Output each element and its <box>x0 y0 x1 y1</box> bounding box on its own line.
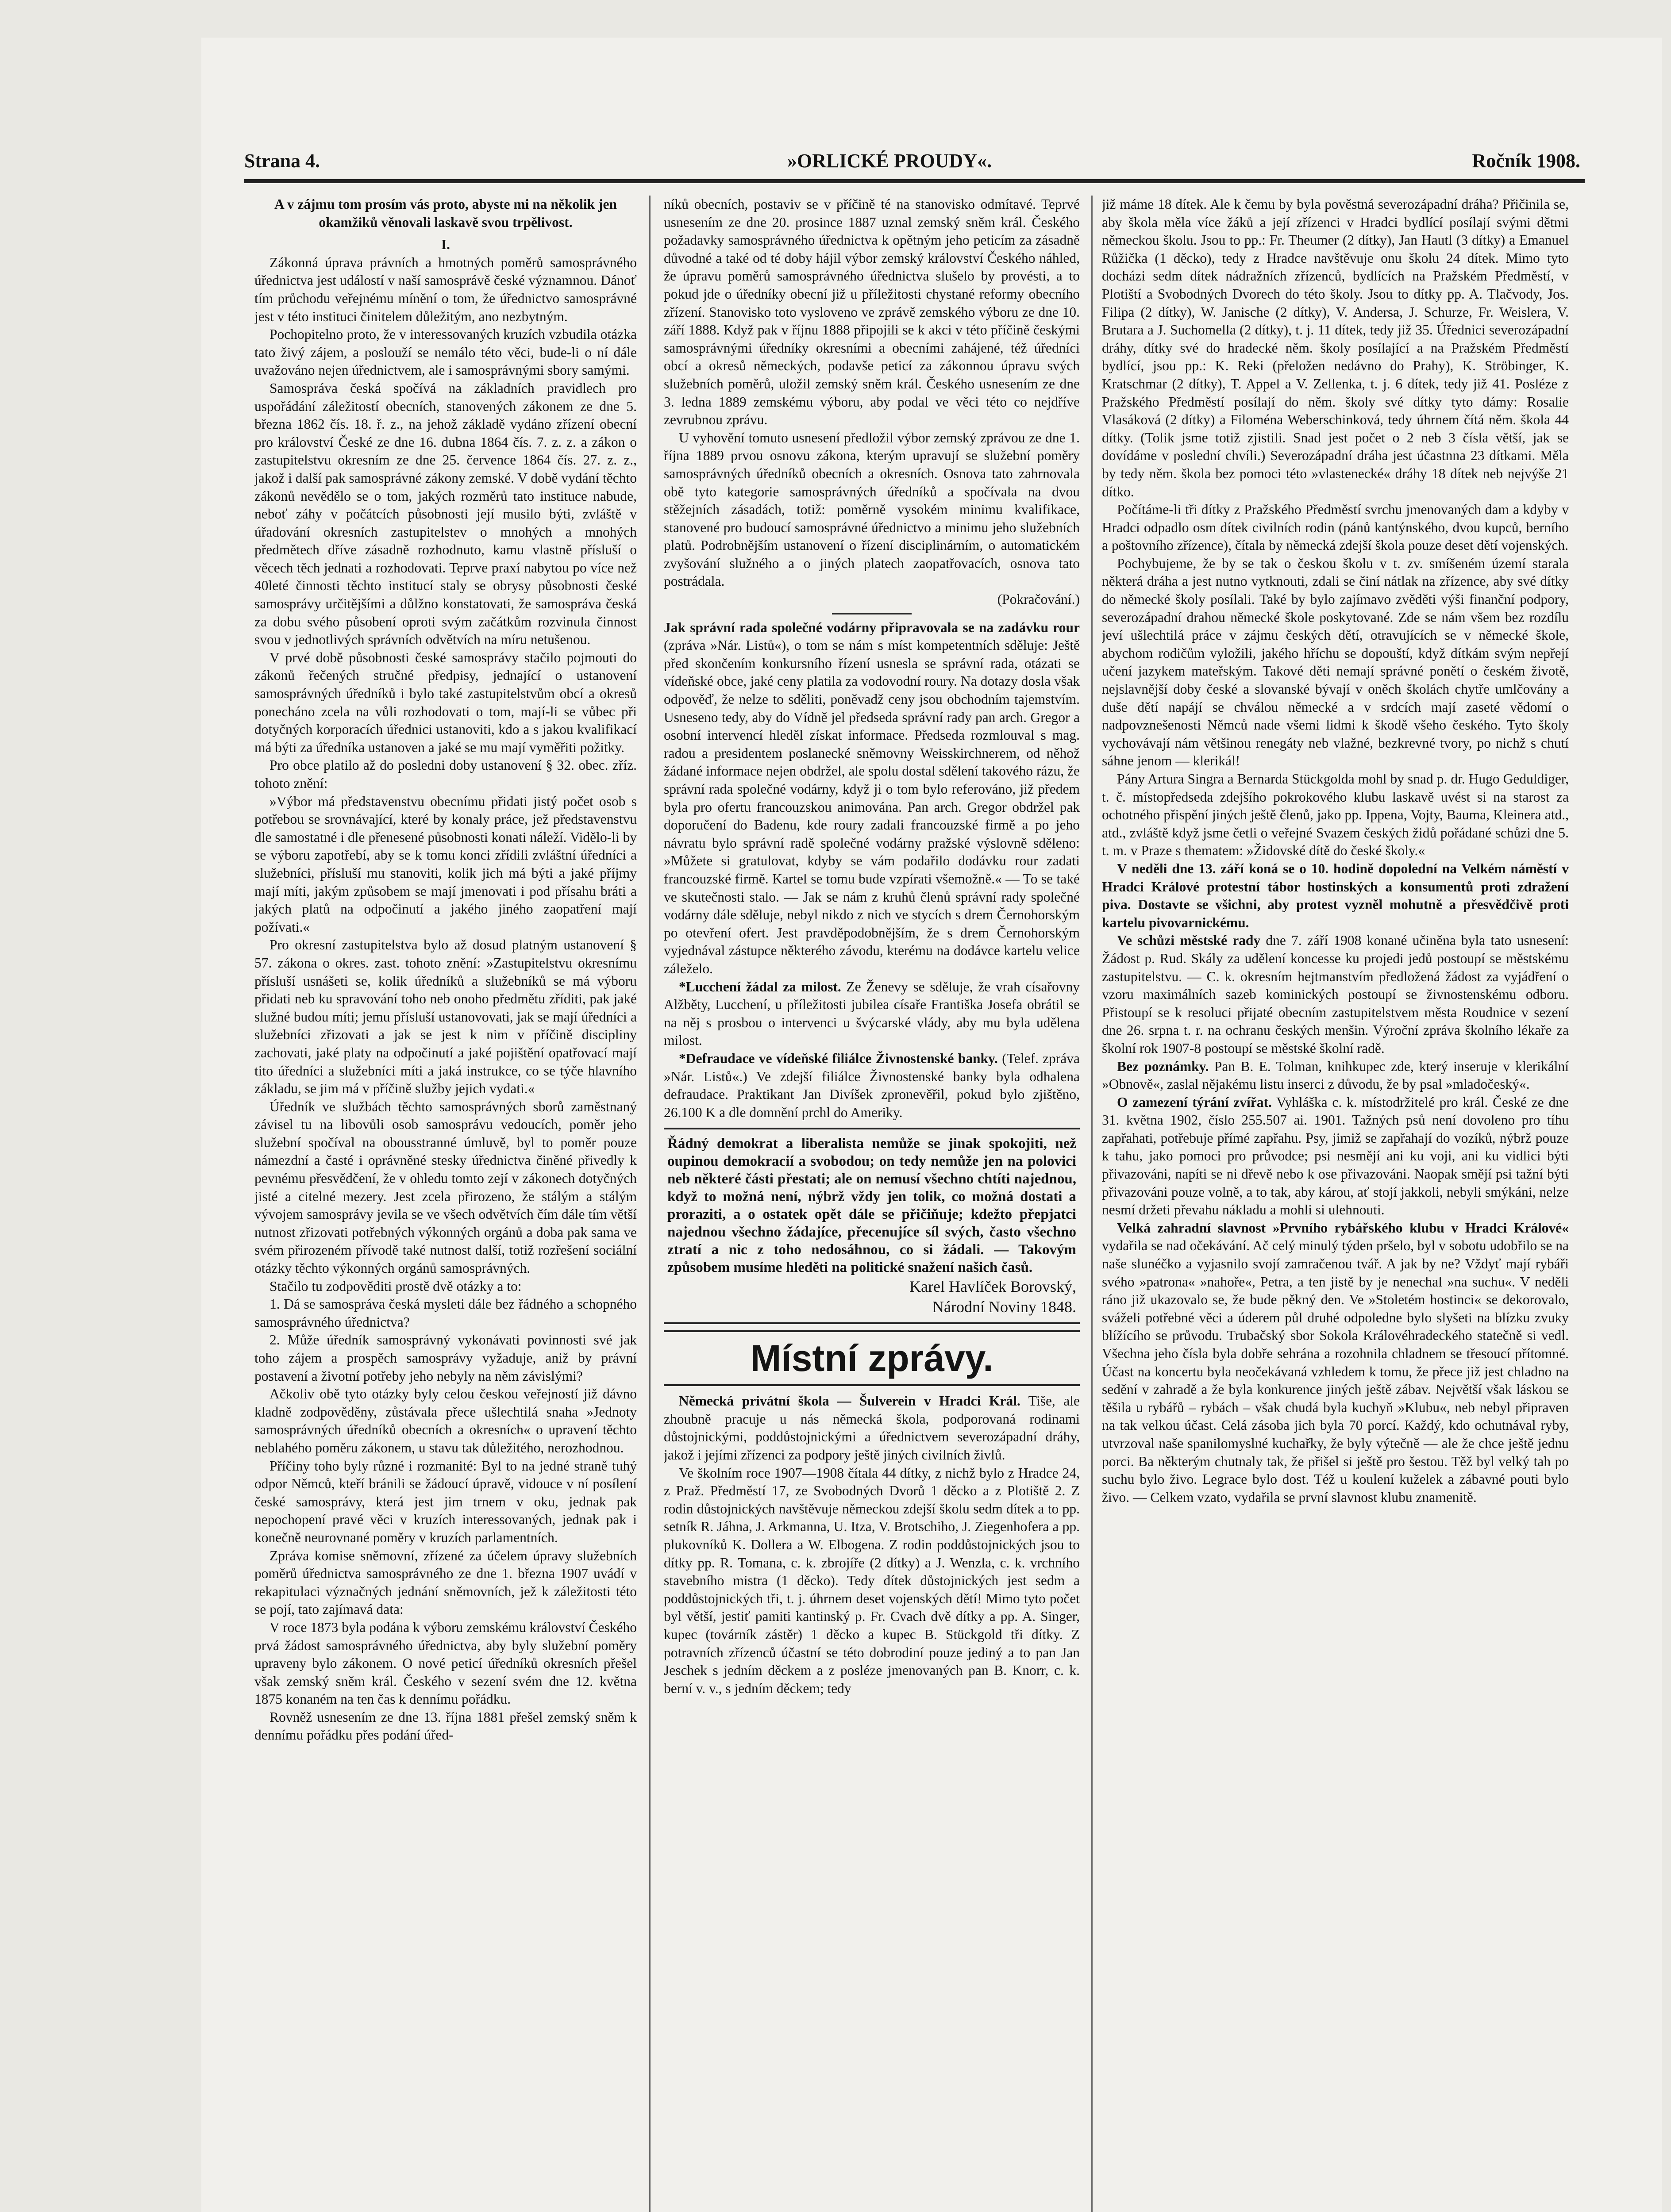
paragraph: Pochopitelno proto, že v interessovaných kruzích vzbudila otázka tato živý zájem, a poslouží se nemálo této věci, bude-li o ní dále uvažováno nejen úřednictvem, ale i samosprávnými sbory samými. <box>254 326 637 378</box>
article <box>664 978 1080 1050</box>
article-headline: Jak správní rada společné vodárny připravovala se na zadávku rour <box>664 619 1080 635</box>
paragraph: Ve školním roce 1907—1908 čítala 44 dítky, z nichž bylo z Hradce 24, z Praž. Předměstí 17, ze Svobodných Dvorů 1 děcko a z Plotiště 2. Z rodin důstojnických navštěvuje německou zdejší školu sedm dítek a to pp. setník R. Jáhna, J. Arkmanna, U. Itza, V. Brotschiho, J. Ziegenhofera a pp. plukovníků K. Dollera a W. Elbogena. Z rodin poddůstojnických jsou to dítky pp. R. Tomana, c. k. zbrojíře (2 dítky) a J. Wenzla, c. k. vrchního stavebního mistra (1 děcko). Tedy dítek důstojnických jest sedm a poddůstojnických tři, t. j. úhrnem deset vojenských dětí! Mimo tyto počet byl větší, jestiť pamiti kantinský p. Fr. Cvach dvě dítky a pp. A. Singer, kupec (továrník zástěr) 1 děcko a kupec B. Stückgold tři dítky. Z potravních zřízenců účastní se této dobrodiní pouze jediný a to pan Jan Jeschek s jedním děckem a z posléze jmenovaných pan B. Knorr, c. k. berní v. v., s jedním děckem; tedy <box>664 1465 1080 1696</box>
divider <box>832 613 912 614</box>
paragraph: Úředník ve službách těchto samosprávných sborů zaměstnaný závisel tu na libovůli osob samosprávu vedoucích, poměr jeho služební spočíval na obousstranné úmluvě, byl to poměr pouze námezdní a časté i oprávněné stesky úřednictva činěné přivedly k pevnému přesvědčení, že v ohledu tomto zejí v zákonech dotyčných jisté a citelné mezery. Jest zcela přirozeno, že stálým a stálým vývojem samosprávy jevila se ve všech odvětvích čím dále tím větší nutnost zřizovati potřebných výkonných orgánů a doba pak sama ve svém přirozeném přívodě také nutnost další, totiž rozřešení sociální otázky těchto výkonných orgánů samosprávných. <box>254 1098 637 1276</box>
article-body: dne 7. září 1908 konané učiněna byla tato usnesení: Žádost p. Rud. Skály za udělení koncesse ku projedi jedů postoupí se městskému zastupitelstvu. — C. k. okresním hejtmanstvím předložená žádost za vyjádření o vzoru maximálních sazeb kominických postoupí se živnostenskému odboru. Přistoupí se k resoluci přijaté obecním zastupitelstvem města Roudnice v sezení dne 26. srpna t. r. na ochranu českých menšin. Výroční zpráva školního lékaře za školní rok 1907-8 postoupí se městské školní radě. <box>1102 933 1569 1056</box>
article-body: Vyhláška c. k. místodržitelé pro král. České ze dne 31. května 1902, číslo 255.507 ai. 1901. Tažných psů není dovoleno pro tíhu zapřahati, potřebuje přímé zapřahu. Psy, jimiž se zapřahají do vozíků, nýbrž pouze k tahu, jako pomoci pro průvodce; psi nesmějí ani ku voji, ani ku vidlici býti přivazováni, napíti se ni dřevě nebo k ose přivazováni. Naopak smějí psi tažní býti přivazováni pouze volně, a to tak, aby károu, ať stojí jakkoli, nebyli smýkáni, nelze nesmí držeti převahu nákladu a mohli si ulehnouti. <box>1102 1094 1569 1218</box>
paragraph: Pochybujeme, že by se tak o českou školu v t. zv. smíšeném území starala některá dráha a jest nutno vytknouti, zdali se činí nátlak na zřízence, aby své dítky do německé školy posílali. Také by bylo zajímavo zvěděti výši finanční podpory, severozápadní drahou německé škole poskytované. Zde se nám všem bez rozdílu jeví ušlechtilá práce v zájmu českých dětí, otravujících se v německé škole, abychom rodičům vyložili, jakého hříchu se dopouští, když dítkám svým nepřejí učení jazykem mateřským. Takové děti nemají správné ponětí o českém životě, nejslavnější doby české a slovanské bývají v oněch školách chytře umlčovány a duše dětí napájí se chválou německé a v srdcích mají zaseté vědomí o nadpovznešenosti Němců nade všemi lidmi k škodě všeho českého. Tyto školy vychovávají nám většinou renegáty neb vlažné, bezkrevné tvory, po nichž s chutí sáhne jenom — klerikál! <box>1102 555 1569 769</box>
paragraph: Ačkoliv obě tyto otázky byly celou českou veřejností již dávno kladně zodpověděny, zůstávala přece ušlechtilá snaha »Jednoty samosprávných úředníků obecních a okresních« o upravení těchto neblahého poměru zákonem, u stavu tak důležitého, nerozhodnou. <box>254 1386 637 1455</box>
article-headline: Ve schůzi městské rady <box>1117 933 1261 949</box>
article-body: Pan B. E. Tolman, knihkupec zde, který inseruje v klerikální »Obnově«, zaslal nějakému listu inserci z důvodu, že by psal »mladočeský«. <box>1102 1058 1569 1092</box>
article-headline: V neděli dne 13. září koná se o 10. hodině dopolední na Velkém náměstí v Hradci Králové protestní tábor hostinských a konsumentů proti zdražení piva. Dostavte se všichni, aby protest vyzněl mohutně a přesvědčivě proti kartelu pivovarnickému. <box>1102 860 1569 930</box>
column-2 <box>664 196 1080 2212</box>
article <box>664 1392 1080 1464</box>
article-body: (zpráva »Nár. Listů«), o tom se nám s míst kompetentních sděluje: Ještě před skončením konkursního řízení usnesla se správní rada, otázati se vídeňské obce, jaké ceny platila za vodovodní roury. Na dotazy dosla však odpověď, že nelze to sděliti, poněvadž ceny jsou obchodním tajemstvím. Usneseno tedy, aby do Vídně jel předseda správní rady pan arch. Gregor a osobní intervencí hleděl získat informace. Předseda rozmlouval s mag. radou a presidentem poslanecké sněmovny Weisskirchnerem, od něhož žádané informace nejen obdržel, ale spolu dostal sdělení takového rázu, že správní rada společné vodárny, když ji o tom bylo referováno, již předem byla pro ofertu francouzskou animována. Pan arch. Gregor obdržel pak doporučení do Badenu, kde roury zadali francouzské firmě a po jeho návratu bylo správní radě společné vodárny pražské výslovně sděleno: »Můžete si gratulovat, kdyby se vám podařilo dodávku rour zadati francouzské firmě. Kartel se tomu bude vzpírati všemožně.« — To se také ve skutečnosti stalo. — Jak se nám z kruhů členů správní rady společné vodárny dále sděluje, nebyl nikdo z nich ve stycích s drem Černohorským po otevření ofert. Jest pravděpodobnějším, že s drem Černohorským vyjednával zástupce některého závodu, kterému na dodávce kartelu velice záleželo. <box>664 637 1080 976</box>
article-headline: O zamezení týrání zvířat. <box>1117 1094 1272 1110</box>
column-3 <box>1102 196 1569 2212</box>
paragraph: Pány Artura Singra a Bernarda Stückgolda mohl by snad p. dr. Hugo Geduldiger, t. č. místopředseda zdejšího pokrokového klubu laskavě uvést si na starost za ochotného přispění jiných ještě členů, jako pp. Ippena, Vojty, Bauma, Kleinera atd., atd., zvláště když jsme četli o veřejné Svazem českých židů pořádané schůzi dne 5. t. m. v Praze s thematem: »Židovské dítě do české školy.« <box>1102 771 1569 859</box>
quote-box <box>664 1128 1080 1324</box>
paragraph: V prvé době působnosti české samosprávy stačilo pojmouti do zákonů řečených stručné předpisy, jednající o ustanovení samosprávných úředníků i bylo také zastupitelstvům obcí a okresů ponecháno zcela na vůli rozhodovati o tom, mají-li se vůbec při dotyčných korporacích úřednici ustanoviti, kdo a s jakou kvalifikací má býti za úředníka ustanoven a jaké se mu mají vyměřiti požitky. <box>254 649 637 755</box>
paragraph: Počítáme-li tři dítky z Pražského Předměstí svrchu jmenovaných dam a kdyby v Hradci odpadlo osm dítek civilních rodin (pánů kantýnského, dvou kupců, berního a poštovního zřízence), čítala by německá zdejší škola pouze deset dětí vojenských. <box>1102 502 1569 553</box>
paragraph: »Výbor má představenstvu obecnímu přidati jistý počet osob s potřebou se srovnávající, které by konaly práce, jež představenstvu dle samostatné i dle přenesené působnosti konati náleží. Vidělo-li by se výboru zapotřebí, aby se k tomu konci zřídili zvláštní úředníci a služebníci, přísluší mu stanoviti, kolik jich má býti a jaké příjmy mají míti, jakým způsobem se mají jmenovati i pod přísahu bráti a jakých platů na odpočinutí a jakého jiného zaopatření mají požívati.« <box>254 793 637 935</box>
page-number: Strana 4. <box>244 150 320 172</box>
section-heading: Místní zprávy. <box>664 1330 1080 1386</box>
article-body: vydařila se nad očekávání. Ač celý minulý týden pršelo, byl v sobotu udobřilo se na naše slunéčko a vyjasnilo svojí zamračenou tvář. A jak by ne? Vždyť mají rybáři svého »patrona« »nahoře«, Petra, a ten jistě by je nenechal »na suchu«. V neděli ráno již ukazovalo se, že bude pěkný den. Ve »Stoletém hostinci« se dekorovalo, sváželi potřebné věci a úderem půl druhé odpoledne bylo slyšeti na blízku zvuky blížícího se průvodu. Trubačský sbor Sokola Královéhradeckého statečně si vedl. Všechna jeho čísla byla dobře sehrána a rozohnila chladnem se třesoucí přítomné. Účast na koncertu byla neočekávaná vzhledem k tomu, že přece již jest chladno na sedění v zahradě a že byla konkurence jiných ještě zábav. Největší však láskou se těšila u rybářů – rybách – však chudá byla kuchyň »Klubu«, neb nebyl připraven na tak velkou účast. Celá zásoba jich byla 70 porcí. Každý, kdo ochutnával ryby, utvrzoval naše spanilomyslné kuchařky, že byly výtečně — ale že chce ještě jednu porci. Ba některým chutnaly tak, že přišel si ještě pro šestou. Těž byl velký tah po suchu bylo živo. Legrace bylo dost. Též u koulení kuželek a zábavné pouti bylo živo. — Celkem vzato, vydařila se první slavnost klubu znamenitě. <box>1102 1238 1569 1505</box>
column-1 <box>254 196 637 2212</box>
paragraph: Stačilo tu zodpověditi prostě dvě otázky a to: <box>270 1278 522 1294</box>
article-headline: *Defraudace ve vídeňské filiálce Živnostenské banky. <box>679 1050 998 1066</box>
masthead-title: »ORLICKÉ PROUDY«. <box>787 150 992 172</box>
quote-text: Řádný demokrat a liberalista nemůže se jinak spokojiti, než oupinou demokracií a svobodou; on tedy nemůže jen na polovici neb některé části přestati; ale on nemusí všechno chtíti najednou, když to možná není, nýbrž vždy jen tolik, co možná dostati a proraziti, a o ostatek opět dále se přičiňuje; kdežto přepjatci najednou všechno žádajíce, přecenujíce síl svých, často všechno ztratí a nic z toho nedosáhnou, co si žádali. — Takovým způsobem musíme hleděti na politické snažení našich časů. <box>667 1136 1076 1276</box>
section-number: I. <box>441 237 450 253</box>
paragraph: Zákonná úprava právních a hmotných poměrů samosprávného úřednictva jest událostí v naší samosprávě české významnou. Dánoť tím průchodu veřejnému mínění o tom, že úřednictvo samosprávné jest v této instituci činitelem důležitým, ano nezbytným. <box>254 254 637 324</box>
article-body: (Telef. zpráva »Nár. Listů«.) Ve zdejší filiálce Živnostenské banky byla odhalena defraudace. Praktikant Jan Divíšek zpronevěřil, pokud bylo zjištěno, 26.100 K a dle domnění prchl do Ameriky. <box>664 1050 1080 1120</box>
paragraph: U vyhovění tomuto usnesení předložil výbor zemský zprávou ze dne 1. října 1889 prvou osnovu zákona, kterým upravují se služební poměry samosprávných úředníků obecních a okresních. Osnova tato zahrnovala obě tyto kategorie samosprávných úředníků a spočívala na dvou stěžejních zásadách, totiž: poměrně vysokém minimu kvalifikace, stanovené pro budoucí samosprávné úřednictvo a minimu jeho služebních platů. Podrobnějším ustanovení o řízení disciplinárním, o automatickém zvyšování služného a o jiných platech zaopatřovacích, osnova tato postrádala. <box>664 430 1080 589</box>
article-headline: Bez poznámky. <box>1117 1058 1209 1074</box>
column-separator <box>1091 196 1093 2212</box>
continuation-note: (Pokračování.) <box>997 591 1080 607</box>
article <box>1102 932 1569 1057</box>
paragraph: již máme 18 dítek. Ale k čemu by byla pověstná severozápadní dráha? Přičinila se, aby škola měla více žáků a její zřízenci v Hradci bydlící posílají svými dětmi německou školu. Jsou to pp.: Fr. Theumer (2 dítky), Jan Hautl (3 dítky) a Emanuel Růžička (1 děcko), tedy z Hradce navštěvuje onu školu 24 dítek. Mimo tyto docházi sedm dítek nádražních zřízenců, bydlících na Pražském Předměstí, v Plotiští a Svobodných Dvorech do této školy. Jsou to dítky pp. A. Tlačvody, Jos. Filipa (2 dítky), W. Janische (2 dítky), V. Andersa, J. Schurze, Fr. Weislera, V. Brutara a J. Suchomella (2 dítky), t. j. 11 dítek, tedy již 35. Úřednici severozápadní dráhy, dítky své do hradecké něm. školy posílající a na Pražském Předměstí bydlící, jsou pp.: K. Reki (přeložen nedávno do Prahy), K. Ströbinger, K. Kratschmar (2 dítky), T. Appel a V. Zellenka, t. j. 6 dítek, tedy již 41. Posléze z Pražského Předměstí posílají do něm. školy své dítky tyto dámy: Rosalie Vlasáková (2 dítky) a Filoména Weberschinková, tedy úhrnem čítá něm. škola 44 dítky. (Tolik jsme totiž zjistili. Snad jest počet o 2 neb 3 čísla větší, jak se dovídáme v poslední chvíli.) Severozápadní dráha jest účastnna 23 dítkami. Měla by tedy něm. škola bez pomoci této »vlastenecké« dráhy 18 dítek neb nejvýše 21 dítko. <box>1102 196 1569 499</box>
paragraph: Pro obce platilo až do posledni doby ustanovení § 32. obec. zříz. tohoto znění: <box>254 757 637 791</box>
paragraph: V roce 1873 byla podána k výboru zemskému království Českého prvá žádost samosprávného úřednictva, aby byly služební poměry upraveny bylo zákonem. O nové peticí úředníků okresních přešel však zemský sněm král. Českého v sezení svém dne 12. května 1875 konaném na ten čas k dennímu pořádku. <box>254 1619 637 1707</box>
paragraph: níků obecních, postaviv se v příčině té na stanovisko odmítavé. Teprvé usnesením ze dne 20. prosince 1887 uznal zemský sněm král. Českého požadavky samosprávného úřednictva k opětným jeho peticím za zásadně důvodné a také od té doby hájil výbor zemský království Českého náhled, že úpravu poměrů samosprávného úřednictva slušelo by provésti, a to pokud jde o úředníky obecní již u příležitosti chystané reformy obecního zřízení. Stanovisko toto vysloveno ve zprávě zemského výboru ze dne 10. září 1888. Když pak v říjnu 1888 připojili se k akci v této příčině českými samosprávnými úředníky okresními a obecními zahájené, též úředníci obcí a okresů německých, podavše peticí za zákonnou úpravu svých služebních poměrů, uložil zemský sněm král. Českého usnesením ze dne 3. ledna 1889 zemskému výboru, aby podal ve věci této co nejdříve zevrubnou zprávu. <box>664 196 1080 428</box>
paragraph: Pro okresní zastupitelstva bylo až dosud platným ustanovení § 57. zákona o okres. zast. tohoto znění: »Zastupitelstvu okresnímu přísluší usnášeti se, kolik úředníků a služebníků se má výboru přidati neb ku spravování toho neb onoho předmětu zříditi, pak jaké služné budou míti; jemu přísluší ustanovovati, jak se mají úředníci a služebníci zřizovati a jak se jest k nim v příčině discipliny zachovati, jaké platy na odpočinutí a jaké pojištění opatřovací mají tito úředníci a služebníci míti a jaká instrukce, co se týče hlavního základu, se jim má v příčině služby jejich vydati.« <box>254 937 637 1097</box>
quote-source: Národní Noviny 1848. <box>932 1298 1076 1316</box>
paragraph: 1. Dá se samospráva česká mysleti dále bez řádného a schopného samosprávného úřednictva? <box>254 1296 637 1330</box>
volume-label: Ročník 1908. <box>1472 150 1580 172</box>
article-body: Ze Ženevy se sděluje, že vrah císařovny Alžběty, Lucchení, u příležitosti jubilea císaře Františka Josefa obrátil se na něj s prosbou o intervenci u švýcarské vlády, aby mu byla udělena milost. <box>664 979 1080 1048</box>
lead-paragraph: A v zájmu tom prosím vás proto, abyste mi na několik jen okamžiků věnovali laskavě svou trpělivost. <box>274 196 617 230</box>
article-body: Tiše, ale zhoubně pracuje u nás německá škola, podporovaná rodinami důstojnickými, poddůstojnickými a úřednictvem severozápadní dráhy, jakož i jejími zřízenci za podpory ještě jiných civilních živlů. <box>664 1393 1080 1463</box>
paragraph: Zpráva komise sněmovní, zřízené za účelem úpravy služebních poměrů úřednictva samosprávného ze dne 1. března 1907 uvádí v rekapitulaci význačných jednání sněmovních, jež k záležitosti této se pojí, tato zajímavá data: <box>254 1548 637 1617</box>
article <box>1102 1058 1569 1094</box>
article <box>1102 1219 1569 1507</box>
article-headline: *Lucchení žádal za milost. <box>679 979 841 995</box>
article <box>1102 1094 1569 1219</box>
paragraph: Samospráva česká spočívá na základních pravidlech pro uspořádání záležitostí obecních, stanovených zákonem ze dne 5. března 1862 čís. 18. ř. z., na jehož základě vydáno zřízení obecní pro království České ze dne 16. dubna 1864 čís. 7. z. z. a zákon o zastupitelstvu okresním ze dne 25. července 1864 čís. 27. z. z., jakož i další pak samosprávné zákony zemské. V době vydání těchto zákonů nevědělo se o tom, jakých rozměrů tato instituce nabude, neboť záhy v počátcích působnosti její musilo býti, zvláště v úřadování okresních zastupitelstev o mnohých a mnohých předmětech dříve zásadně rozhodnuto, kamu vlastně přísluší o věcech těch jednati a rozhodovati. Teprve praxí nabytou po více než 40leté činnosti těchto institucí staly se obrysy působnosti české samosprávy určitějšími a důlžno konstatovati, že samospráva česká za dobu svého působení oproti svým začátkům rozvinula činnost svou v jednotlivých správních odvětvích na míru netušenou. <box>254 380 637 648</box>
header-rule <box>244 179 1585 183</box>
paragraph: Příčiny toho byly různé i rozmanité: Byl to na jedné straně tuhý odpor Němců, kteří bránili se žádoucí úpravě, vidouce v ní posílení české samosprávy, která jest jim trnem v oku, jednak pak nepochopení pravé věci v kruzích interessovaných, jednak pak i konečně neurovnané poměry v kruzích parlamentních. <box>254 1458 637 1545</box>
article <box>664 619 1080 978</box>
article-headline: Německá privátní škola — Šulverein v Hradci Král. <box>679 1393 1020 1409</box>
paragraph: 2. Může úředník samosprávný vykonávati povinnosti své jak toho zájem a prospěch samosprávy vyžaduje, aniž by právní postavení a životní potřeby jeho nebyly na něm závislými? <box>254 1332 637 1384</box>
article <box>664 1050 1080 1121</box>
column-separator <box>649 196 651 2212</box>
quote-author: Karel Havlíček Borovský, <box>909 1278 1076 1296</box>
paragraph: Rovněž usnesením ze dne 13. října 1881 přešel zemský sněm k dennímu pořádku přes podání úřed- <box>254 1709 637 1743</box>
article-headline: Velká zahradní slavnost »Prvního rybářského klubu v Hradci Králové« <box>1117 1220 1569 1236</box>
